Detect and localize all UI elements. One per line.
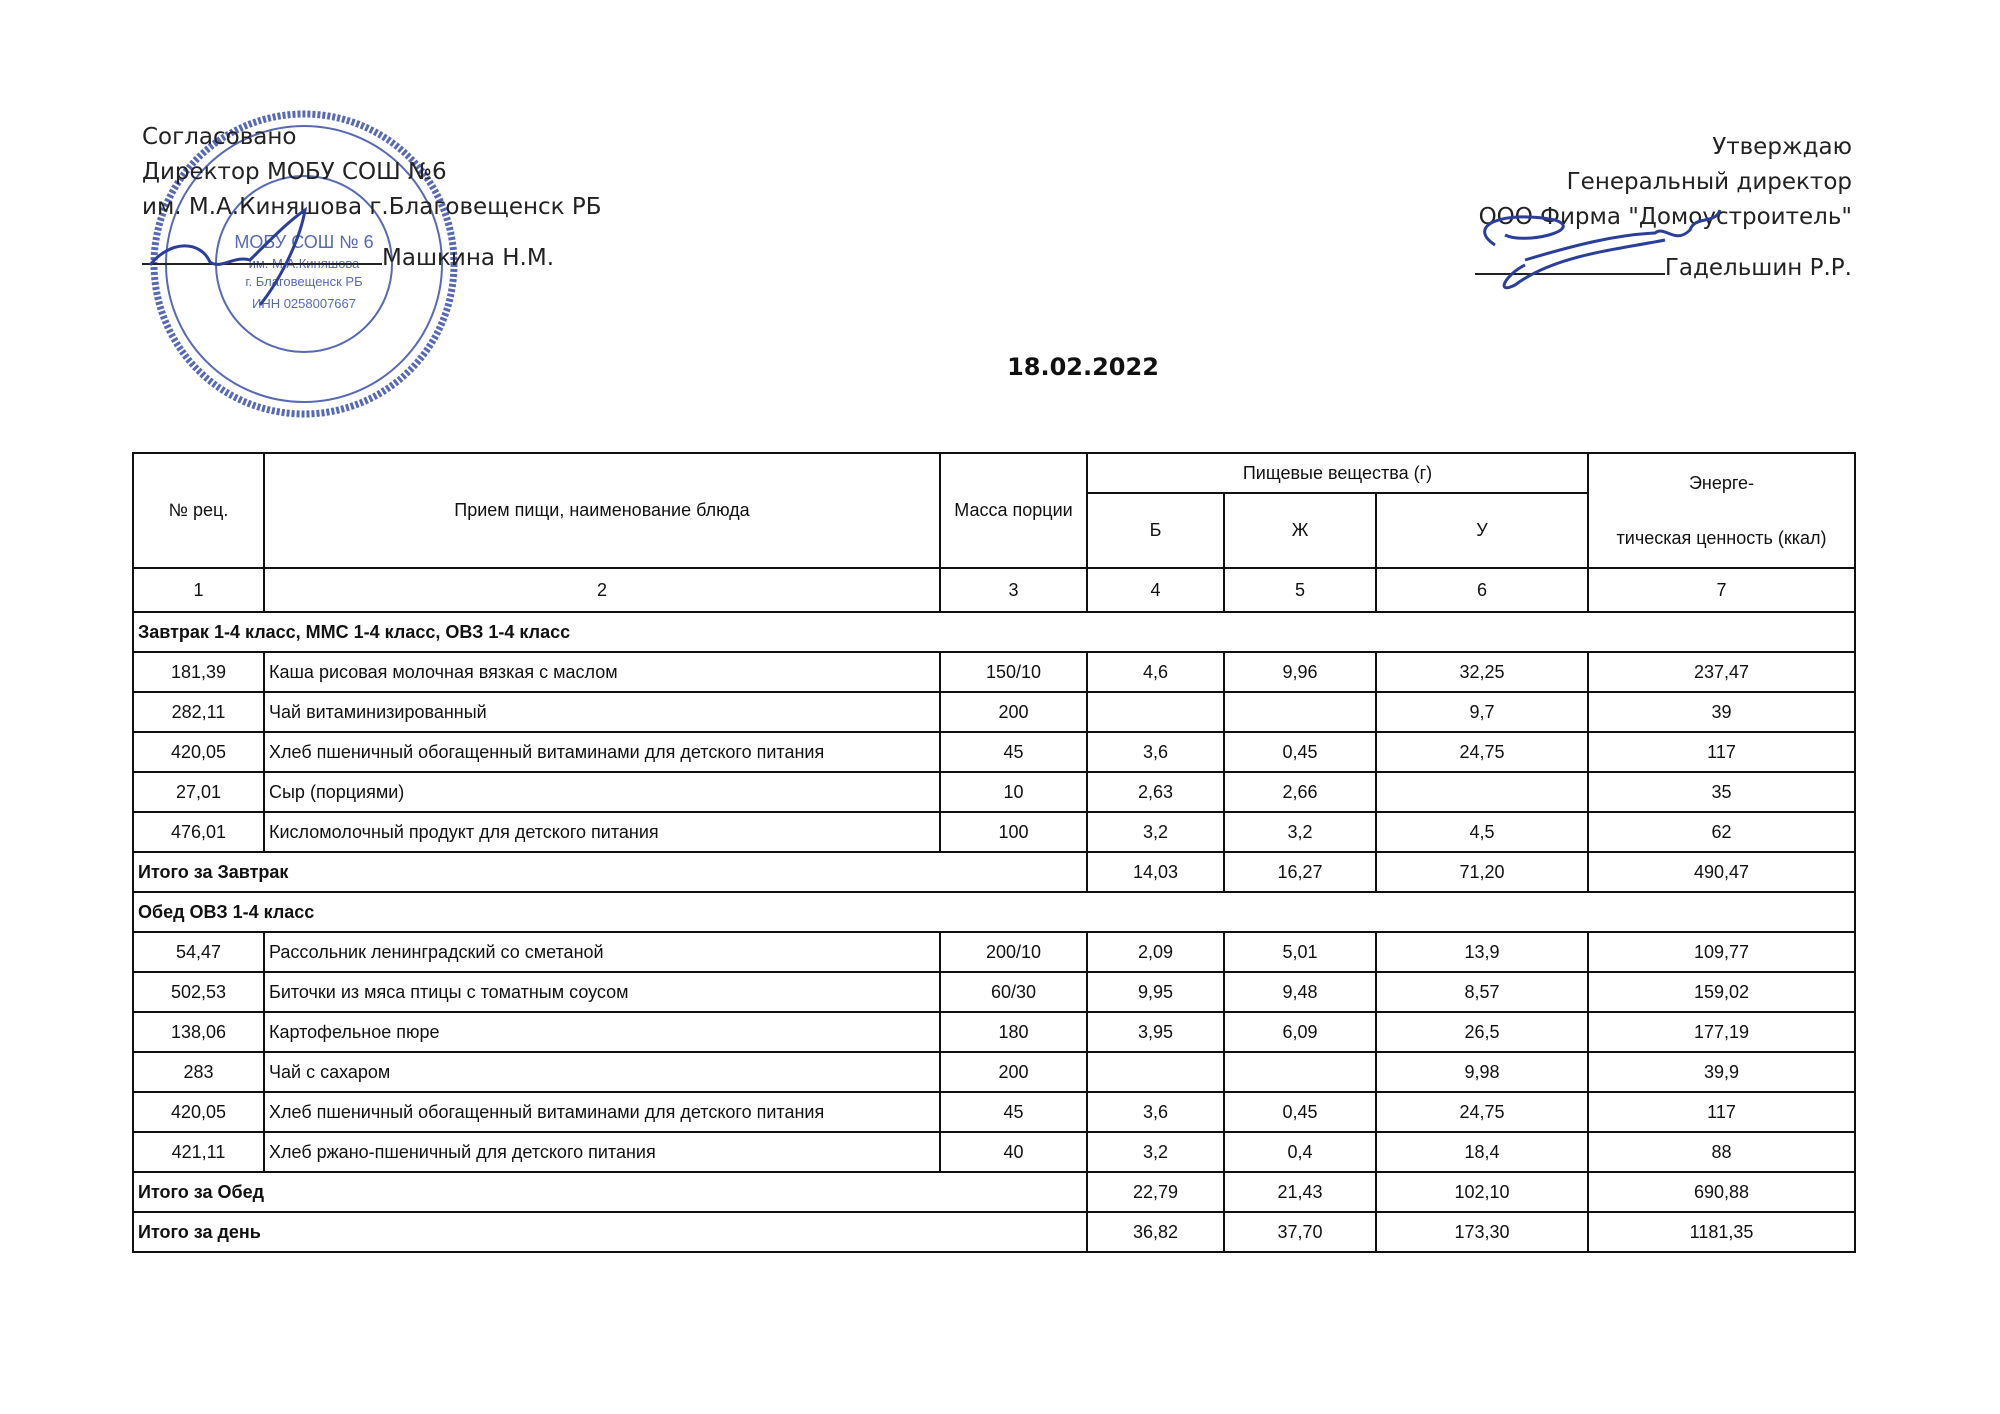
total-label: Итого за Завтрак — [133, 852, 1087, 892]
dish-name: Рассольник ленинградский со сметаной — [264, 932, 940, 972]
portion-mass: 60/30 — [940, 972, 1087, 1012]
total-row — [133, 1172, 1855, 1212]
header-mass: Масса порции — [940, 453, 1087, 568]
carbs: 9,7 — [1376, 692, 1588, 732]
table-row — [133, 1052, 1855, 1092]
fat: 3,2 — [1224, 812, 1376, 852]
carbs: 9,98 — [1376, 1052, 1588, 1092]
fat: 0,45 — [1224, 732, 1376, 772]
section-row — [133, 612, 1855, 652]
energy: 39 — [1588, 692, 1855, 732]
total-value: 102,10 — [1376, 1172, 1588, 1212]
carbs: 32,25 — [1376, 652, 1588, 692]
total-row — [133, 852, 1855, 892]
approval-left-line: им. М.А.Киняшова г.Благовещенск РБ — [142, 194, 602, 220]
table-row — [133, 732, 1855, 772]
table-row — [133, 1012, 1855, 1052]
dish-name: Хлеб пшеничный обогащенный витаминами для детского питания — [264, 732, 940, 772]
energy: 35 — [1588, 772, 1855, 812]
total-value: 71,20 — [1376, 852, 1588, 892]
dish-name: Чай витаминизированный — [264, 692, 940, 732]
svg-text:им. М.А.Киняшова: им. М.А.Киняшова — [248, 256, 360, 271]
table-row — [133, 772, 1855, 812]
fat: 6,09 — [1224, 1012, 1376, 1052]
total-value: 16,27 — [1224, 852, 1376, 892]
total-value: 1181,35 — [1588, 1212, 1855, 1252]
recipe-number: 181,39 — [133, 652, 264, 692]
protein: 3,95 — [1087, 1012, 1224, 1052]
approval-left-signer: Машкина Н.М. — [382, 245, 555, 271]
carbs — [1376, 772, 1588, 812]
column-number-row — [133, 568, 1855, 612]
protein: 3,6 — [1087, 1092, 1224, 1132]
section-title: Завтрак 1-4 класс, ММС 1-4 класс, ОВЗ 1-4 класс — [133, 612, 1855, 652]
approval-left-line: Согласовано — [142, 124, 297, 150]
energy: 88 — [1588, 1132, 1855, 1172]
total-value: 37,70 — [1224, 1212, 1376, 1252]
energy: 177,19 — [1588, 1012, 1855, 1052]
header-u: У — [1376, 493, 1588, 568]
fat: 0,45 — [1224, 1092, 1376, 1132]
approval-right-line: ООО Фирма "Домоустроитель" — [1478, 204, 1852, 230]
table-row — [133, 812, 1855, 852]
recipe-number: 283 — [133, 1052, 264, 1092]
carbs: 24,75 — [1376, 732, 1588, 772]
column-number: 1 — [133, 568, 264, 612]
dish-name: Хлеб ржано-пшеничный для детского питания — [264, 1132, 940, 1172]
dish-name: Хлеб пшеничный обогащенный витаминами для детского питания — [264, 1092, 940, 1132]
energy: 237,47 — [1588, 652, 1855, 692]
portion-mass: 200/10 — [940, 932, 1087, 972]
table-header-row — [133, 453, 1855, 493]
recipe-number: 282,11 — [133, 692, 264, 732]
energy: 117 — [1588, 1092, 1855, 1132]
header-energy — [1588, 453, 1855, 568]
portion-mass: 40 — [940, 1132, 1087, 1172]
protein: 4,6 — [1087, 652, 1224, 692]
column-number: 5 — [1224, 568, 1376, 612]
section-row — [133, 892, 1855, 932]
recipe-number: 420,05 — [133, 732, 264, 772]
portion-mass: 200 — [940, 692, 1087, 732]
approval-left-line: Директор МОБУ СОШ №6 — [142, 159, 447, 185]
total-value: 173,30 — [1376, 1212, 1588, 1252]
column-number: 3 — [940, 568, 1087, 612]
portion-mass: 10 — [940, 772, 1087, 812]
portion-mass: 100 — [940, 812, 1087, 852]
carbs: 24,75 — [1376, 1092, 1588, 1132]
protein: 2,63 — [1087, 772, 1224, 812]
header-name: Прием пищи, наименование блюда — [264, 453, 940, 568]
portion-mass: 180 — [940, 1012, 1087, 1052]
fat: 9,48 — [1224, 972, 1376, 1012]
header-nutrients: Пищевые вещества (г) — [1087, 453, 1588, 493]
table-row — [133, 692, 1855, 732]
protein: 3,2 — [1087, 1132, 1224, 1172]
total-row — [133, 1212, 1855, 1252]
svg-text:ИНН 0258007667: ИНН 0258007667 — [251, 296, 357, 311]
total-label: Итого за день — [133, 1212, 1087, 1252]
carbs: 18,4 — [1376, 1132, 1588, 1172]
portion-mass: 45 — [940, 732, 1087, 772]
carbs: 4,5 — [1376, 812, 1588, 852]
dish-name: Кисломолочный продукт для детского питания — [264, 812, 940, 852]
carbs: 8,57 — [1376, 972, 1588, 1012]
fat: 2,66 — [1224, 772, 1376, 812]
table-row — [133, 1092, 1855, 1132]
recipe-number: 420,05 — [133, 1092, 264, 1132]
total-value: 690,88 — [1588, 1172, 1855, 1212]
dish-name: Чай с сахаром — [264, 1052, 940, 1092]
recipe-number: 421,11 — [133, 1132, 264, 1172]
carbs: 26,5 — [1376, 1012, 1588, 1052]
energy: 117 — [1588, 732, 1855, 772]
table-row — [133, 972, 1855, 1012]
carbs: 13,9 — [1376, 932, 1588, 972]
recipe-number: 138,06 — [133, 1012, 264, 1052]
header-energy-top: Энерге- — [1688, 472, 1755, 493]
dish-name: Картофельное пюре — [264, 1012, 940, 1052]
right-signature — [1465, 205, 1735, 295]
total-value: 22,79 — [1087, 1172, 1224, 1212]
table-row — [133, 652, 1855, 692]
dish-name: Биточки из мяса птицы с томатным соусом — [264, 972, 940, 1012]
protein: 9,95 — [1087, 972, 1224, 1012]
protein: 3,6 — [1087, 732, 1224, 772]
header-b: Б — [1087, 493, 1224, 568]
protein — [1087, 1052, 1224, 1092]
portion-mass: 200 — [940, 1052, 1087, 1092]
approval-right-line: Утверждаю — [1712, 134, 1852, 160]
fat — [1224, 1052, 1376, 1092]
dish-name: Сыр (порциями) — [264, 772, 940, 812]
portion-mass: 150/10 — [940, 652, 1087, 692]
fat: 5,01 — [1224, 932, 1376, 972]
column-number: 2 — [264, 568, 940, 612]
left-signature — [140, 200, 440, 310]
header-num: № рец. — [133, 453, 264, 568]
energy: 39,9 — [1588, 1052, 1855, 1092]
protein: 3,2 — [1087, 812, 1224, 852]
table-row — [133, 1132, 1855, 1172]
approval-right-line: Генеральный директор — [1566, 169, 1852, 195]
energy: 159,02 — [1588, 972, 1855, 1012]
total-label: Итого за Обед — [133, 1172, 1087, 1212]
column-number: 4 — [1087, 568, 1224, 612]
energy: 62 — [1588, 812, 1855, 852]
total-value: 490,47 — [1588, 852, 1855, 892]
recipe-number: 27,01 — [133, 772, 264, 812]
approval-right-signer: Гадельшин Р.Р. — [1664, 255, 1852, 281]
recipe-number: 502,53 — [133, 972, 264, 1012]
svg-text:г. Благовещенск РБ: г. Благовещенск РБ — [245, 274, 363, 289]
menu-table — [132, 452, 1856, 1253]
fat: 9,96 — [1224, 652, 1376, 692]
fat: 0,4 — [1224, 1132, 1376, 1172]
energy: 109,77 — [1588, 932, 1855, 972]
recipe-number: 476,01 — [133, 812, 264, 852]
table-row — [133, 932, 1855, 972]
portion-mass: 45 — [940, 1092, 1087, 1132]
fat — [1224, 692, 1376, 732]
total-value: 21,43 — [1224, 1172, 1376, 1212]
protein — [1087, 692, 1224, 732]
menu-date: 18.02.2022 — [1007, 353, 1159, 381]
dish-name: Каша рисовая молочная вязкая с маслом — [264, 652, 940, 692]
protein: 2,09 — [1087, 932, 1224, 972]
total-value: 36,82 — [1087, 1212, 1224, 1252]
section-title: Обед ОВЗ 1-4 класс — [133, 892, 1855, 932]
header-zh: Ж — [1224, 493, 1376, 568]
column-number: 7 — [1588, 568, 1855, 612]
column-number: 6 — [1376, 568, 1588, 612]
total-value: 14,03 — [1087, 852, 1224, 892]
header-energy-bottom: тическая ценность (ккал) — [1616, 527, 1827, 548]
svg-text:МОБУ СОШ № 6: МОБУ СОШ № 6 — [234, 232, 374, 252]
recipe-number: 54,47 — [133, 932, 264, 972]
